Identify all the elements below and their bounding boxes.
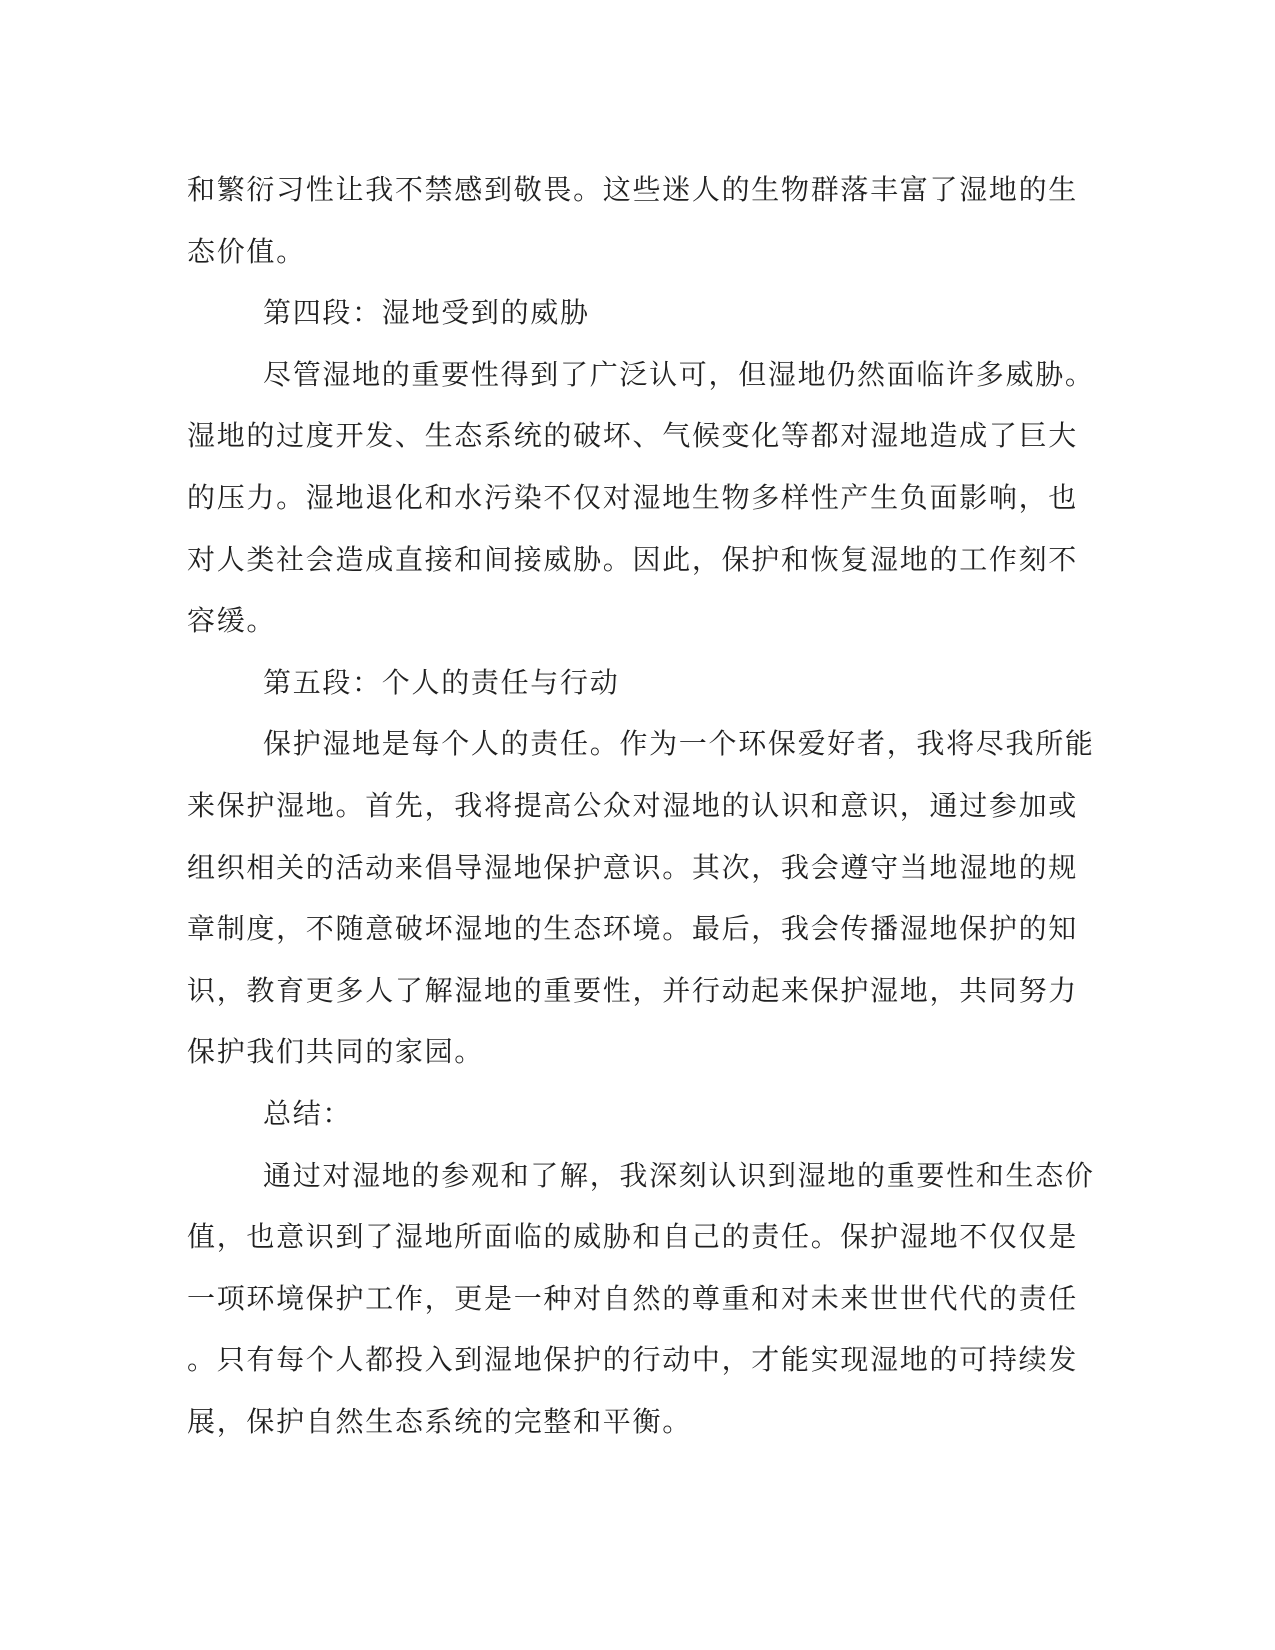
text-line: 态价值。 [187,236,306,268]
text-line: 湿地的过度开发、生态系统的破坏、气候变化等都对湿地造成了巨大 [187,421,1079,453]
text-line: 对人类社会造成直接和间接威胁。因此，保护和恢复湿地的工作刻不 [187,544,1079,576]
document-text-block [187,160,1095,1453]
text-line: 一项环境保护工作，更是一种对自然的尊重和对未来世世代代的责任 [187,1283,1079,1315]
text-line: 识，教育更多人了解湿地的重要性，并行动起来保护湿地，共同努力 [187,975,1079,1007]
text-line: 来保护湿地。首先，我将提高公众对湿地的认识和意识，通过参加或 [187,790,1079,822]
text-line: 组织相关的活动来倡导湿地保护意识。其次，我会遵守当地湿地的规 [187,852,1079,884]
text-line: 章制度，不随意破坏湿地的生态环境。最后，我会传播湿地保护的知 [187,914,1079,946]
text-line: 的压力。湿地退化和水污染不仅对湿地生物多样性产生负面影响，也 [187,482,1079,514]
text-line: 值，也意识到了湿地所面临的威胁和自己的责任。保护湿地不仅仅是 [187,1222,1079,1254]
text-line: 展，保护自然生态系统的完整和平衡。 [187,1406,692,1438]
text-line: 容缓。 [187,606,277,638]
text-line: 保护我们共同的家园。 [187,1037,485,1069]
section-heading-line: 总结： [263,1098,353,1130]
section-heading-line: 第四段：湿地受到的威胁 [263,298,590,330]
text-line: 保护湿地是每个人的责任。作为一个环保爱好者，我将尽我所能 [263,729,1095,761]
text-line: 通过对湿地的参观和了解，我深刻认识到湿地的重要性和生态价 [263,1160,1095,1192]
text-line: 。只有每个人都投入到湿地保护的行动中，才能实现湿地的可持续发 [187,1345,1079,1377]
text-line: 尽管湿地的重要性得到了广泛认可，但湿地仍然面临许多威胁。 [263,359,1095,391]
text-line: 和繁衍习性让我不禁感到敬畏。这些迷人的生物群落丰富了湿地的生 [187,175,1079,206]
section-heading-line: 第五段：个人的责任与行动 [263,667,620,699]
